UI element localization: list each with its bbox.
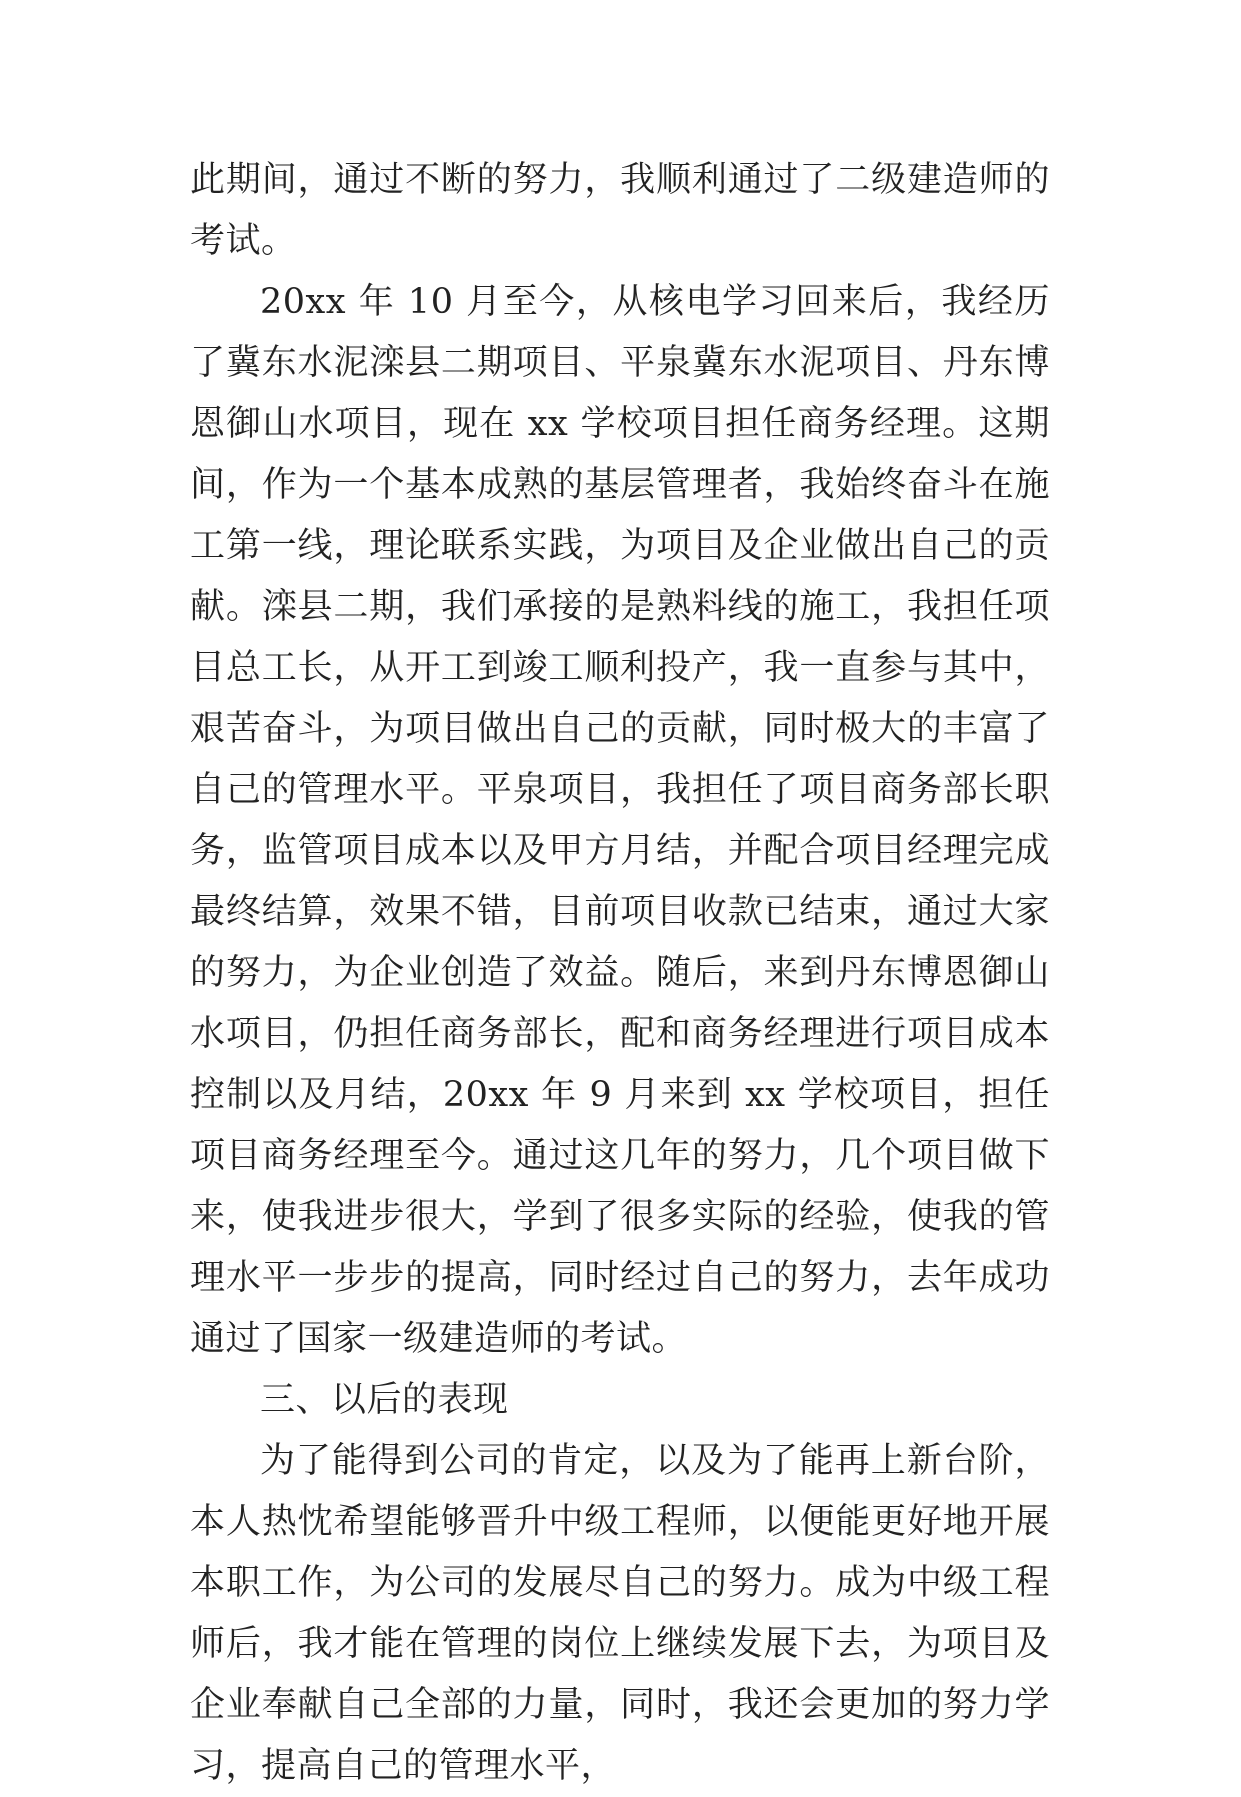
paragraph-work-history: 20xx 年 10 月至今，从核电学习回来后，我经历了冀东水泥滦县二期项目、平泉冀东水泥项目、丹东博恩御山水项目，现在 xx 学校项目担任商务经理。这期间，作为一个基本成熟的基层管理者，我始终奋斗在施工第一线，理论联系实践，为项目及企业做出自己的贡献。滦县二期，我们承接的是熟料线的施工，我担任项目总工长，从开工到竣工顺利投产，我一直参与其中，艰苦奋斗，为项目做出自己的贡献，同时极大的丰富了自己的管理水平。平泉项目，我担任了项目商务部长职务，监管项目成本以及甲方月结，并配合项目经理完成最终结算，效果不错，目前项目收款已结束，通过大家的努力，为企业创造了效益。随后，来到丹东博恩御山水项目，仍担任商务部长，配和商务经理进行项目成本控制以及月结，20xx 年 9 月来到 xx 学校项目，担任项目商务经理至今。通过这几年的努力，几个项目做下来，使我进步很大，学到了很多实际的经验，使我的管理水平一步步的提高，同时经过自己的努力，去年成功通过了国家一级建造师的考试。 [190, 282, 1050, 1359]
paragraph-exam-result: 此期间，通过不断的努力，我顺利通过了二级建造师的考试。 [190, 160, 1050, 261]
document-page [190, 150, 1050, 1797]
section-heading-future-performance: 三、以后的表现 [260, 1380, 509, 1420]
paragraph-future-plans: 为了能得到公司的肯定，以及为了能再上新台阶，本人热忱希望能够晋升中级工程师，以便能更好地开展本职工作，为公司的发展尽自己的努力。成为中级工程师后，我才能在管理的岗位上继续发展下去，为项目及企业奉献自己全部的力量，同时，我还会更加的努力学习，提高自己的管理水平， [190, 1441, 1050, 1786]
